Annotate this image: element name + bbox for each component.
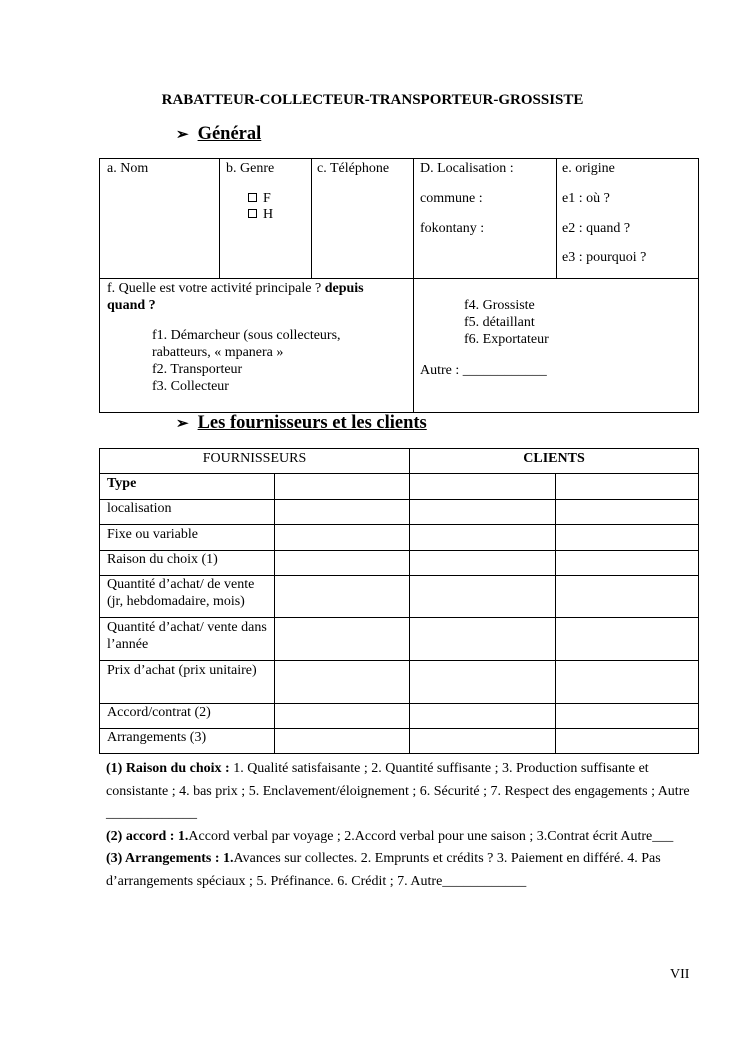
legend-notes	[106, 758, 701, 893]
activity-option-f3: f3. Collecteur	[152, 379, 229, 394]
activity-option-f1-cont: rabatteurs, « mpanera »	[152, 345, 284, 360]
row-label-arrangements: Arrangements (3)	[107, 730, 207, 745]
legend-raison: (1) Raison du choix : 1. Qualité satisfaisante ; 2. Quantité suffisante ; 3. Production suffisante et consistante ; 4. bas prix ; 5. Enclavement/éloignement ; 6. Sécurité ; 7. Respect des engagements ; Autre _____________	[106, 761, 690, 821]
row-label-type: Type	[107, 476, 137, 491]
activity-other: Autre : ____________	[420, 363, 547, 378]
legend-arrangements: (3) Arrangements : 1.Avances sur collectes. 2. Emprunts et crédits ? 3. Paiement en différé. 4. Pas d’arrangements spéciaux ; 5. Préfinance. 6. Crédit ; 7. Autre____________	[106, 851, 661, 889]
field-localisation: D. Localisation :	[420, 161, 514, 176]
legend-accord: (2) accord : 1.Accord verbal par voyage ; 2.Accord verbal pour une saison ; 3.Contrat écrit Autre___	[106, 828, 674, 844]
row-label-accord: Accord/contrat (2)	[107, 705, 211, 720]
activity-option-f2: f2. Transporteur	[152, 362, 243, 377]
activity-question: f. Quelle est votre activité principale ? depuis	[107, 281, 364, 296]
row-label-raison: Raison du choix (1)	[107, 552, 218, 567]
checkbox-icon[interactable]	[248, 193, 257, 202]
row-label-quantite-periode: Quantité d’achat/ de vente (jr, hebdomadaire, mois)	[107, 577, 255, 609]
page-number: VII	[670, 967, 690, 982]
activity-option-f5: f5. détaillant	[464, 315, 535, 330]
row-label-localisation: localisation	[107, 501, 172, 516]
row-label-quantite-annee: Quantité d’achat/ vente dans l’année	[107, 620, 267, 652]
field-telephone: c. Téléphone	[317, 161, 390, 176]
row-label-fixe: Fixe ou variable	[107, 527, 198, 542]
field-genre: b. Genre	[226, 161, 275, 176]
section-label: Les fournisseurs et les clients	[197, 413, 427, 433]
suppliers-clients-table	[99, 448, 699, 754]
origine-item: e3 : pourquoi ?	[562, 250, 647, 265]
header-clients: CLIENTS	[523, 451, 585, 466]
genre-option-f[interactable]: F	[248, 190, 271, 207]
section-heading-suppliers-clients	[176, 413, 427, 434]
row-label-prix: Prix d’achat (prix unitaire)	[107, 663, 257, 678]
section-label: Général	[197, 124, 262, 144]
arrow-bullet-icon: ➢	[176, 127, 189, 143]
activity-option-f6: f6. Exportateur	[464, 332, 549, 347]
header-fournisseurs: FOURNISSEURS	[202, 451, 307, 466]
section-heading-general	[176, 124, 261, 145]
origine-item: e2 : quand ?	[562, 221, 631, 236]
field-origine: e. origine	[562, 161, 615, 176]
field-commune: commune :	[420, 191, 483, 206]
field-fokontany: fokontany :	[420, 221, 485, 236]
field-nom: a. Nom	[107, 161, 149, 176]
general-table	[99, 158, 699, 413]
checkbox-icon[interactable]	[248, 209, 257, 218]
arrow-bullet-icon: ➢	[176, 416, 189, 432]
activity-question-cont: quand ?	[107, 298, 156, 313]
document-title: RABATTEUR-COLLECTEUR-TRANSPORTEUR-GROSSISTE	[161, 92, 584, 108]
genre-option-h[interactable]: H	[248, 206, 273, 223]
activity-option-f1: f1. Démarcheur (sous collecteurs,	[152, 328, 341, 343]
activity-option-f4: f4. Grossiste	[464, 298, 535, 313]
origine-item: e1 : où ?	[562, 191, 610, 206]
